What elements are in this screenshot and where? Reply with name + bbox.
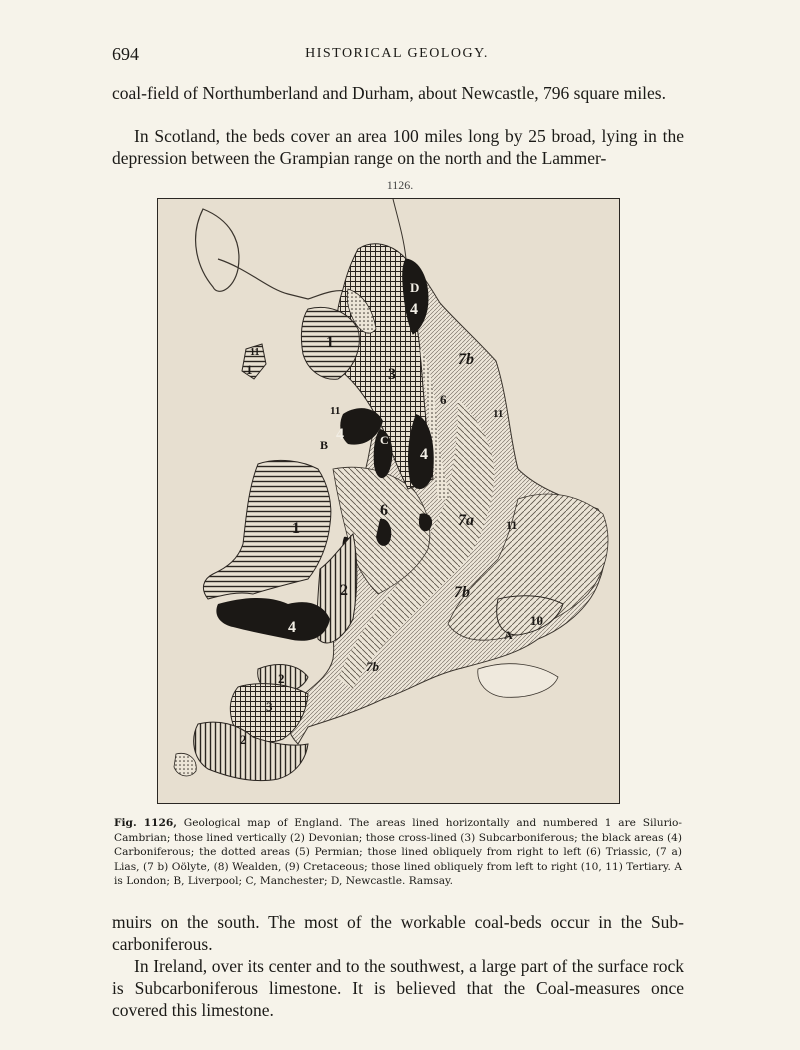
map-label-newcastle: D	[410, 280, 420, 295]
map-label-4-north: 4	[410, 301, 418, 318]
map-label-11-west: 11	[330, 405, 341, 417]
map-label-6-central: 6	[380, 502, 388, 519]
map-label-1-lake-district: 1	[326, 334, 334, 351]
map-label-2-somerset: 2	[278, 671, 285, 686]
running-head: HISTORICAL GEOLOGY.	[305, 46, 489, 61]
caption-text: Geological map of England. The areas lined horizontally and numbered 1 are Silurio-Cambrian; those lined vertically (2) Devonian; those cross-lined (3) Subcarboniferous; the black areas (4) Carboniferous; the dotted areas (5) Permian; those lined obliquely from right to left (6) Triassic, (7 a) Lias, (7 b) Oölyte, (8) Wealden, (9) Cretaceous; those lined obliquely from left to right (10, 11) Tertiary. A is London; B, Liverpool; C, Manchester; D, Newcastle. Ramsay.	[114, 817, 682, 887]
geological-map-figure	[157, 198, 620, 804]
map-label-2-border: 2	[340, 582, 348, 599]
caption-label: Fig. 1126,	[114, 817, 177, 829]
map-label-7b-mid: 7b	[454, 584, 470, 601]
map-label-3-devon: 3	[266, 699, 273, 714]
map-label-london: A	[504, 628, 513, 642]
figure-number: 1126.	[386, 178, 414, 192]
map-label-manchester: C	[380, 433, 389, 447]
map-label-7b-north: 7b	[458, 351, 474, 368]
geological-map	[158, 199, 619, 803]
page-header	[112, 44, 682, 68]
page-number: 694	[112, 44, 139, 64]
map-label-11-east: 11	[493, 408, 504, 420]
map-label-7a: 7a	[458, 512, 474, 529]
map-label-4-yorkshire: 4	[420, 446, 428, 463]
paragraph-2: In Scotland, the beds cover an area 100 miles long by 25 broad, lying in the depression between the Grampian range on the north and the Lammer-	[112, 126, 684, 168]
paragraph-3: muirs on the south. The most of the workable coal-beds occur in the Sub-carboniferous.	[112, 912, 684, 954]
map-label-liverpool: B	[320, 438, 329, 452]
map-label-2-cornwall: 2	[240, 732, 247, 747]
map-label-4-lancashire: 4	[336, 426, 344, 443]
map-label-6-north: 6	[440, 392, 447, 407]
paragraph-1: coal-field of Northumberland and Durham, about Newcastle, 796 square miles.	[112, 83, 666, 103]
map-label-1-man: 1	[246, 362, 253, 377]
map-label-4-south-wales: 4	[288, 619, 296, 636]
paragraph-4: In Ireland, over its center and to the southwest, a large part of the surface rock is Subcarboniferous limestone. It is believed that the Coal-measures once covered this limestone.	[112, 956, 684, 1020]
map-label-7b-south: 7b	[366, 659, 379, 674]
map-label-11-man: 11	[250, 347, 260, 358]
map-label-1-wales: 1	[292, 520, 300, 537]
map-label-3-pennines: 3	[388, 366, 396, 383]
map-label-11-south: 11	[506, 518, 518, 532]
figure-caption	[114, 816, 682, 889]
map-label-10: 10	[530, 613, 543, 628]
